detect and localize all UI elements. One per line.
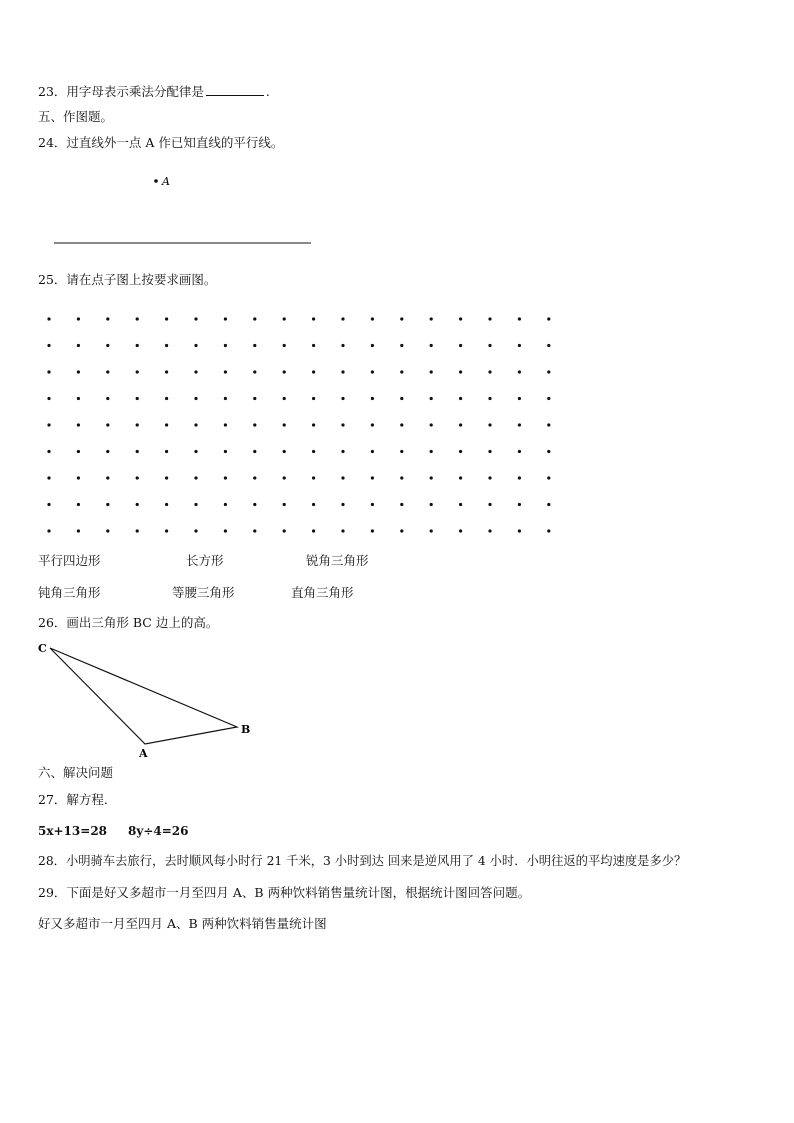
grid-dot[interactable] (341, 450, 344, 453)
grid-dot[interactable] (106, 476, 109, 479)
grid-dot[interactable] (224, 423, 227, 426)
grid-dot[interactable] (488, 503, 491, 506)
grid-dot[interactable] (283, 317, 286, 320)
grid-dot[interactable] (518, 423, 521, 426)
grid-dot[interactable] (165, 529, 168, 532)
grid-dot[interactable] (341, 476, 344, 479)
grid-dot[interactable] (77, 370, 80, 373)
grid-dot[interactable] (283, 529, 286, 532)
grid-dot[interactable] (547, 344, 550, 347)
grid-dot[interactable] (253, 503, 256, 506)
grid-dot[interactable] (77, 317, 80, 320)
grid-dot[interactable] (430, 370, 433, 373)
vertex-b-label: B (241, 723, 251, 736)
point-a-label: A (162, 175, 170, 188)
grid-dot[interactable] (165, 344, 168, 347)
grid-dot[interactable] (518, 529, 521, 532)
grid-dot[interactable] (47, 503, 50, 506)
grid-dot[interactable] (47, 317, 50, 320)
grid-dot[interactable] (283, 344, 286, 347)
grid-dot[interactable] (459, 529, 462, 532)
grid-dot[interactable] (136, 450, 139, 453)
grid-dot[interactable] (136, 397, 139, 400)
grid-dot[interactable] (253, 476, 256, 479)
grid-dot[interactable] (400, 503, 403, 506)
vertex-c-label: C (38, 642, 47, 655)
grid-dot[interactable] (224, 397, 227, 400)
shape-label: 锐角三角形 (306, 553, 369, 568)
grid-dot[interactable] (371, 450, 374, 453)
grid-dot[interactable] (312, 503, 315, 506)
grid-dot[interactable] (371, 317, 374, 320)
grid-dot[interactable] (371, 529, 374, 532)
shape-label: 直角三角形 (291, 585, 354, 600)
grid-dot[interactable] (547, 317, 550, 320)
grid-dot[interactable] (224, 344, 227, 347)
grid-dot[interactable] (547, 450, 550, 453)
question-23-suffix: . (265, 84, 270, 99)
grid-dot[interactable] (459, 397, 462, 400)
grid-dot[interactable] (459, 476, 462, 479)
shape-label: 平行四边形 (38, 553, 101, 568)
grid-dot[interactable] (459, 450, 462, 453)
grid-dot[interactable] (283, 423, 286, 426)
grid-dot[interactable] (194, 423, 197, 426)
grid-dot[interactable] (165, 370, 168, 373)
grid-dot[interactable] (77, 450, 80, 453)
grid-dot[interactable] (371, 423, 374, 426)
grid-dot[interactable] (400, 423, 403, 426)
grid-dot[interactable] (341, 317, 344, 320)
grid-dot[interactable] (312, 370, 315, 373)
grid-dot[interactable] (547, 370, 550, 373)
grid-dot[interactable] (165, 317, 168, 320)
question-24-text: 24．过直线外一点 A 作已知直线的平行线。 (38, 135, 284, 150)
grid-dot[interactable] (136, 476, 139, 479)
question-28-text: 28．小明骑车去旅行，去时顺风每小时行 21 千米，3 小时到达 回来是逆风用了 4 小时．小明往返的平均速度是多少？ (38, 854, 687, 868)
shape-label: 长方形 (186, 553, 224, 568)
grid-dot[interactable] (518, 450, 521, 453)
grid-dot[interactable] (341, 370, 344, 373)
grid-dot[interactable] (194, 317, 197, 320)
grid-dot[interactable] (165, 476, 168, 479)
grid-dot[interactable] (488, 397, 491, 400)
grid-dot[interactable] (518, 317, 521, 320)
grid-dot[interactable] (488, 344, 491, 347)
grid-dot[interactable] (488, 317, 491, 320)
equation-1: 5x+13=28 (38, 824, 108, 838)
grid-dot[interactable] (77, 423, 80, 426)
grid-dot[interactable] (547, 529, 550, 532)
grid-dot[interactable] (253, 423, 256, 426)
grid-dot[interactable] (341, 397, 344, 400)
grid-dot[interactable] (430, 503, 433, 506)
grid-dot[interactable] (283, 370, 286, 373)
grid-dot[interactable] (136, 317, 139, 320)
grid-dot[interactable] (47, 450, 50, 453)
grid-dot[interactable] (253, 529, 256, 532)
grid-dot[interactable] (430, 397, 433, 400)
grid-dot[interactable] (77, 529, 80, 532)
grid-dot[interactable] (312, 529, 315, 532)
grid-dot[interactable] (283, 397, 286, 400)
grid-dot[interactable] (47, 423, 50, 426)
grid-dot[interactable] (518, 397, 521, 400)
grid-dot[interactable] (371, 397, 374, 400)
grid-dot[interactable] (312, 397, 315, 400)
grid-dot[interactable] (224, 450, 227, 453)
grid-dot[interactable] (459, 370, 462, 373)
grid-dot[interactable] (47, 397, 50, 400)
grid-dot[interactable] (430, 317, 433, 320)
grid-dot[interactable] (106, 503, 109, 506)
grid-dot[interactable] (194, 344, 197, 347)
grid-dot[interactable] (518, 503, 521, 506)
grid-dot[interactable] (224, 529, 227, 532)
grid-dot[interactable] (400, 476, 403, 479)
grid-dot[interactable] (312, 450, 315, 453)
grid-dot[interactable] (400, 344, 403, 347)
grid-dot[interactable] (430, 450, 433, 453)
grid-dot[interactable] (165, 397, 168, 400)
grid-dot[interactable] (47, 529, 50, 532)
grid-dot[interactable] (488, 423, 491, 426)
grid-dot[interactable] (459, 317, 462, 320)
grid-dot[interactable] (47, 344, 50, 347)
grid-dot[interactable] (459, 503, 462, 506)
grid-dot[interactable] (165, 450, 168, 453)
shape-label: 等腰三角形 (172, 585, 235, 600)
grid-dot[interactable] (283, 476, 286, 479)
grid-dot[interactable] (47, 476, 50, 479)
grid-dot[interactable] (459, 423, 462, 426)
question-25-text: 25．请在点子图上按要求画图。 (38, 272, 217, 287)
grid-dot[interactable] (400, 317, 403, 320)
grid-dot[interactable] (488, 529, 491, 532)
grid-dot[interactable] (224, 476, 227, 479)
grid-dot[interactable] (165, 503, 168, 506)
grid-dot[interactable] (253, 317, 256, 320)
grid-dot[interactable] (283, 450, 286, 453)
grid-dot[interactable] (341, 529, 344, 532)
grid-dot[interactable] (77, 503, 80, 506)
grid-dot[interactable] (430, 423, 433, 426)
grid-dot[interactable] (547, 423, 550, 426)
grid-dot[interactable] (430, 476, 433, 479)
grid-dot[interactable] (136, 503, 139, 506)
grid-dot[interactable] (459, 344, 462, 347)
grid-dot[interactable] (194, 450, 197, 453)
triangle-abc (50, 648, 237, 744)
grid-dot[interactable] (106, 423, 109, 426)
grid-dot[interactable] (106, 370, 109, 373)
grid-dot[interactable] (136, 529, 139, 532)
grid-dot[interactable] (136, 344, 139, 347)
section-6-title: 六、解决问题 (38, 765, 114, 780)
vertex-a-label: A (139, 747, 148, 760)
grid-dot[interactable] (400, 450, 403, 453)
grid-dot[interactable] (165, 423, 168, 426)
grid-dot[interactable] (253, 450, 256, 453)
grid-dot[interactable] (136, 423, 139, 426)
grid-dot[interactable] (518, 476, 521, 479)
grid-dot[interactable] (371, 370, 374, 373)
grid-dot[interactable] (253, 397, 256, 400)
grid-dot[interactable] (430, 344, 433, 347)
grid-dot[interactable] (400, 397, 403, 400)
equation-2: 8y÷4=26 (128, 824, 189, 838)
grid-dot[interactable] (253, 370, 256, 373)
grid-dot[interactable] (341, 503, 344, 506)
grid-dot[interactable] (77, 476, 80, 479)
grid-dot[interactable] (488, 370, 491, 373)
grid-dot[interactable] (194, 503, 197, 506)
grid-dot[interactable] (547, 397, 550, 400)
shape-label: 钝角三角形 (38, 585, 101, 600)
grid-dot[interactable] (106, 397, 109, 400)
grid-dot[interactable] (341, 344, 344, 347)
grid-dot[interactable] (194, 397, 197, 400)
grid-dot[interactable] (400, 529, 403, 532)
grid-dot[interactable] (77, 397, 80, 400)
grid-dot[interactable] (430, 529, 433, 532)
grid-dot[interactable] (136, 370, 139, 373)
grid-dot[interactable] (371, 476, 374, 479)
grid-dot[interactable] (312, 344, 315, 347)
grid-dot[interactable] (47, 370, 50, 373)
grid-dot[interactable] (106, 450, 109, 453)
question-23-text: 23．用字母表示乘法分配律是 (38, 84, 204, 99)
grid-dot[interactable] (224, 370, 227, 373)
grid-dot[interactable] (106, 344, 109, 347)
point-a (154, 179, 158, 183)
grid-dot[interactable] (312, 423, 315, 426)
grid-dot[interactable] (371, 503, 374, 506)
dot-grid[interactable] (47, 317, 550, 532)
grid-dot[interactable] (547, 476, 550, 479)
grid-dot[interactable] (224, 317, 227, 320)
question-26-text: 26．画出三角形 BC 边上的高。 (38, 615, 219, 630)
grid-dot[interactable] (194, 370, 197, 373)
grid-dot[interactable] (253, 344, 256, 347)
grid-dot[interactable] (194, 476, 197, 479)
grid-dot[interactable] (547, 503, 550, 506)
grid-dot[interactable] (488, 450, 491, 453)
grid-dot[interactable] (224, 503, 227, 506)
grid-dot[interactable] (312, 317, 315, 320)
grid-dot[interactable] (77, 344, 80, 347)
question-27-text: 27．解方程. (38, 792, 108, 807)
grid-dot[interactable] (400, 370, 403, 373)
question-29-text: 29．下面是好又多超市一月至四月 A、B 两种饮料销售量统计图，根据统计图回答问题。 (38, 885, 531, 900)
grid-dot[interactable] (194, 529, 197, 532)
grid-dot[interactable] (106, 317, 109, 320)
grid-dot[interactable] (312, 476, 315, 479)
chart-title: 好又多超市一月至四月 A、B 两种饮料销售量统计图 (38, 916, 327, 931)
grid-dot[interactable] (341, 423, 344, 426)
grid-dot[interactable] (518, 344, 521, 347)
grid-dot[interactable] (283, 503, 286, 506)
section-5-title: 五、作图题。 (38, 109, 114, 124)
grid-dot[interactable] (371, 344, 374, 347)
grid-dot[interactable] (518, 370, 521, 373)
grid-dot[interactable] (106, 529, 109, 532)
grid-dot[interactable] (488, 476, 491, 479)
